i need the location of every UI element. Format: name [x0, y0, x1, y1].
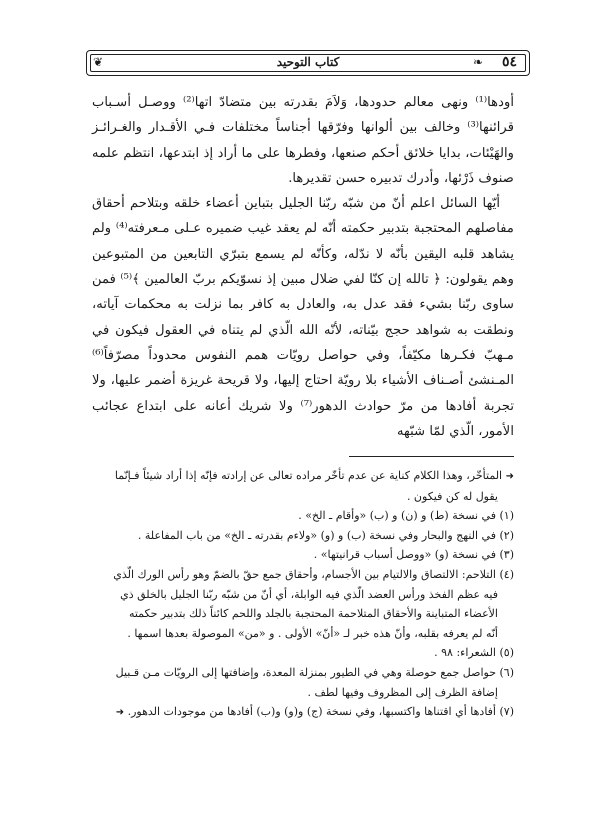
- page-number: ٥٤: [501, 54, 517, 70]
- footnote-line: الأعضاء المتباينة والأحقاق المتلاحمة المحتجبة بالجلد واللحم كائناً ذلك بتدبير حكمته: [128, 607, 498, 621]
- paragraph: أودها⁽¹⁾ ونهى معالم حدودها، وَلاَمَ بقدرته بين متضادّ اتها⁽²⁾ ووصـل أسـباب قرائنها⁽³⁾ وخالف بين ألوانها وفرّقها أجناساً مختلفات فـي الأقـدار والغـرائـز والهَيْئات، بدايا خلائق أحكم صنعها، وفطرها على ما أراد إذ ابتدعها، انتظم علمه صنوف ذَرْئها، وأدرك تدبيره حسن تقديرها.: [92, 95, 514, 186]
- footnote-separator: [349, 456, 514, 457]
- main-text: [92, 90, 514, 444]
- footnote-line: (٧) أفادها أي اقتناها واكتسبها، وفي نسخة (ج) و(و) و(ب) أفادها من موجودات الدهور. ➜: [115, 705, 514, 719]
- footnote-line: (٢) في النهج والبحار وفي نسخة (ب) و (و) «ولاءم بقدرته ـ الخ» من باب المفاعلة .: [137, 528, 514, 542]
- footnote-line: (٣) في نسخة (و) «ووصل أسباب قرانيتها» .: [313, 548, 514, 562]
- footnote-line: أنّه لم يعرفه بقلبه، وأنّ هذه خبر لـ «أنّ» الأولى . و «من» الموصولة بعدها اسمها .: [127, 626, 498, 640]
- paragraph: أيّها السائل اعلم أنّ من شبّه ربّنا الجليل بتباين أعضاء خلقه وبتلاحم أحقاق مفاصلهم المحتجبة بتدبير حكمته أنّه لم يعقد غيب ضميره عـلى مـعرفته⁽⁴⁾ ولم يشاهد قلبه اليقين بأنّه لا ندّله، وكأنّه لم يسمع بتبرّي التابعين من المتبوعين وهم يقولون: ﴿ تالله إن كنّا لفي ضلال مبين إذ نسوّيكم بربّ العالمين ﴾⁽⁵⁾ فمن ساوى ربّنا بشيء فقد عدل به، والعادل به كافر بما نزلت به محكمات آياته، ونطقت به شواهد حجج بيّناته، لأنّه الله الّذي لم يتناه في العقول فيكون في مـهبّ فكـرها مكيّفاً، وفي حواصل رويّات همم النفوس محدوداً مصرّفاً⁽⁶⁾ المـنشئ أصـناف الأشياء بلا رويّة احتاج إليها، ولا قريحة غريزة أضمر عليها، ولا تجربة أفادها من مرّ حوادث الدهور⁽⁷⁾ ولا شريك أعانه على ابتداع عجائب الأمور، الّذي لمّا شبّهه: [92, 196, 514, 439]
- footnote-line: (١) في نسخة (ط) و (ن) و (ب) «وأقام ـ الخ» .: [298, 509, 514, 523]
- continuation-arrow-icon: ➜: [505, 471, 514, 482]
- footnote-line: فيه عظم الفخذ ورأس العضد الّذي فيه الوابلة، أي أنّ من شبّه ربّنا الجليل بالخلق ذي: [120, 587, 498, 601]
- footnote-line: (٥) الشعراء: ٩٨ .: [434, 646, 514, 660]
- footnote-line: يقول له كن فيكون .: [406, 489, 498, 503]
- running-header: [86, 50, 530, 76]
- footnote-line: (٦) حواصل جمع حوصلة وهي في الطيور بمنزلة المعدة، وإضافتها إلى الرويّات مـن قـبيل: [115, 665, 514, 679]
- ornament-right-icon: ❧: [472, 55, 483, 69]
- footnote-line: (٤) التلاحم: الالتصاق والالتيام بين الأجسام، وأحقاق جمع حقّ بالضمّ وهو رأس الورك الّذي: [113, 567, 514, 581]
- footnote-line: ➜ المتأخّر، وهذا الكلام كناية عن عدم تأخّر مراده تعالى عن إرادته فإنّه إذا أراد شيئاً فـإنّما: [114, 469, 514, 482]
- continuation-arrow-icon: ➜: [115, 707, 125, 719]
- footnote-line: إضافة الظرف إلى المظروف وفيها لطف .: [307, 685, 498, 699]
- book-title: كتاب التوحيد: [276, 55, 340, 69]
- footnotes: [89, 466, 514, 723]
- ornament-left-icon: ❦: [93, 55, 104, 69]
